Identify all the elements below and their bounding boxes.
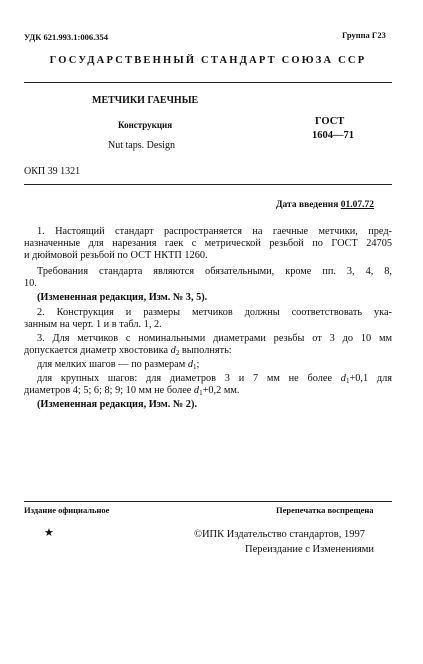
text-line: занным на черт. 1 и в табл. 1, 2. xyxy=(24,319,162,330)
paragraph-5 xyxy=(24,359,392,371)
okp-code: ОКП 39 1321 xyxy=(24,166,81,177)
paragraph-1 xyxy=(24,226,392,262)
variable-d: d xyxy=(193,385,200,396)
header-rule xyxy=(24,82,392,83)
variable-d: d xyxy=(340,373,346,384)
text-line: 1. Настоящий стандарт распространяется на гаечные метчики, пред- xyxy=(37,226,392,237)
official-edition: Издание официальное xyxy=(24,505,110,515)
paragraph-4 xyxy=(24,333,392,357)
text-line: (Измененная редакция, Изм. № 3, 5). xyxy=(37,292,208,303)
gost-label: ГОСТ xyxy=(315,116,345,127)
intro-date-value: 01.07.72 xyxy=(340,200,375,210)
text-span: +0,1 для xyxy=(349,373,392,384)
paragraph-6 xyxy=(24,373,392,397)
title-rule xyxy=(24,184,392,185)
gost-number: 1604—71 xyxy=(312,130,354,141)
text-line xyxy=(24,345,392,357)
text-span: для мелких шагов — по размерам xyxy=(37,359,188,370)
amendment-note-1 xyxy=(24,292,392,304)
text-line: 10. xyxy=(24,278,37,289)
intro-date-label: Дата введения xyxy=(276,200,339,210)
text-span: +0,2 мм. xyxy=(202,385,240,396)
english-title: Nut taps. Design xyxy=(108,140,175,151)
subscript: 1 xyxy=(199,389,203,397)
group-code: Группа Г23 xyxy=(342,30,386,40)
text-span: диаметров 4; 5; 6; 8; 9; 10 мм не более xyxy=(24,385,194,396)
footer-rule xyxy=(24,501,392,502)
text-line: и дюймовой резьбой по ОСТ НКТП 1260. xyxy=(24,250,208,261)
text-line xyxy=(37,359,392,371)
reprint-notice: Перепечатка воспрещена xyxy=(276,505,374,515)
variable-d: d xyxy=(170,345,176,356)
text-span: допускается диаметр хвостовика xyxy=(24,345,171,356)
subscript: 1 xyxy=(345,377,350,385)
text-span: для крупных шагов: для диаметров 3 и 7 мм не более xyxy=(37,373,341,384)
text-line: Требования стандарта являются обязательными, кроме пп. 3, 4, 8, xyxy=(37,266,392,277)
copyright-line: ©ИПК Издательство стандартов, 1997 xyxy=(194,529,366,540)
star-mark: ★ xyxy=(44,527,54,539)
text-line xyxy=(24,385,392,397)
intro-date xyxy=(276,200,374,210)
text-line: 3. Для метчиков с номинальными диаметрами резьбы от 3 до 10 мм xyxy=(37,333,392,344)
text-line xyxy=(24,373,392,385)
variable-d: d xyxy=(187,359,193,370)
paragraph-2 xyxy=(24,266,392,290)
subscript: 1 xyxy=(193,363,197,371)
text-span: выполнять: xyxy=(179,345,232,356)
amendment-note-2 xyxy=(24,399,392,411)
paragraph-3 xyxy=(24,307,392,331)
text-line: назначенные для нарезания гаек с метрической резьбой по ГОСТ 24705 xyxy=(24,238,392,249)
reissue-line: Переиздание с Изменениями xyxy=(245,544,375,555)
text-line: 2. Конструкция и размеры метчиков должны соответствовать ука- xyxy=(37,307,392,318)
text-line: (Измененная редакция, Изм. № 2). xyxy=(37,399,197,410)
subscript: 2 xyxy=(175,349,180,357)
udk-code: УДК 621.993.1:006.354 xyxy=(24,32,108,42)
text-span: ; xyxy=(196,359,200,370)
document-title: МЕТЧИКИ ГАЕЧНЫЕ xyxy=(92,95,199,106)
document-subtitle: Конструкция xyxy=(118,120,173,130)
org-title: ГОСУДАРСТВЕННЫЙ СТАНДАРТ СОЮЗА ССР xyxy=(49,55,367,66)
